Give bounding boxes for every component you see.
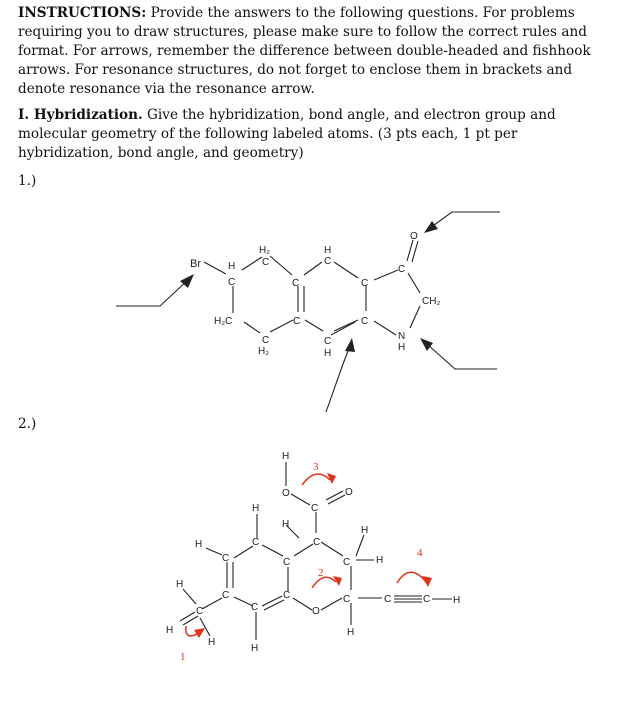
atom-h: H <box>282 451 290 462</box>
atom-c: C <box>343 557 351 568</box>
arrow-label-2: 2 <box>318 567 324 579</box>
atom-c: C <box>311 503 319 514</box>
atom-h: H <box>208 637 216 648</box>
atom-ch2: CH₂ <box>422 296 441 307</box>
atom-h: H <box>398 342 406 353</box>
atom-h: H <box>228 261 236 272</box>
atom-h2: H₂ <box>258 346 270 357</box>
atom-h: H <box>282 519 290 530</box>
atom-n: N <box>398 331 406 342</box>
curved-arrow-3 <box>302 474 330 485</box>
atom-h: H <box>453 595 461 606</box>
structure-1-atom-labels <box>190 231 440 359</box>
atom-h: H <box>176 579 184 590</box>
atom-o: O <box>312 606 320 617</box>
atom-o: O <box>410 231 418 242</box>
atom-c: C <box>293 316 301 327</box>
atom-c: C <box>423 594 431 605</box>
atom-o: O <box>345 487 353 498</box>
atom-h: H <box>376 555 384 566</box>
atom-c: C <box>384 594 392 605</box>
atom-h2c: H₂C <box>214 316 233 327</box>
atom-c: C <box>222 590 230 601</box>
atom-c: C <box>262 335 270 346</box>
atom-h2: H₂ <box>259 245 271 256</box>
atom-c: C <box>361 278 369 289</box>
arrow-label-4: 4 <box>417 547 423 559</box>
atom-h: H <box>251 643 259 654</box>
atom-br: Br <box>190 258 201 270</box>
atom-h: H <box>195 539 203 550</box>
section-hybridization-label: I. Hybridization. <box>18 107 143 123</box>
curved-arrow-2 <box>312 577 336 588</box>
atom-c: C <box>324 256 332 267</box>
arrow-label-1: 1 <box>180 651 186 663</box>
atom-c: C <box>343 594 351 605</box>
problem-2-number: 2.) <box>18 416 37 432</box>
atom-c: C <box>283 590 291 601</box>
problem-1-number: 1.) <box>18 173 37 189</box>
atom-c: C <box>292 278 300 289</box>
atom-h: H <box>252 503 260 514</box>
section-hybridization-text: Give the hybridization, bond angle, and electron group and molecular geometry of the following labeled atoms. (3 pts each, 1 pt per hybridization, bond angle, and geometry) <box>18 107 556 161</box>
atom-c: C <box>222 553 230 564</box>
atom-c: C <box>196 606 204 617</box>
atom-c: C <box>228 277 236 288</box>
atom-h: H <box>324 245 332 256</box>
atom-c: C <box>324 336 332 347</box>
atom-h: H <box>361 525 369 536</box>
atom-o: O <box>282 488 290 499</box>
structure-2-curved-arrows <box>180 461 432 663</box>
instructions-text: Provide the answers to the following questions. For problems requiring you to draw structures, please make sure to follow the correct rules and format. For arrows, remember the difference between double-headed and fishhook arrows. For resonance structures, do not forget to enclose them in brackets and denote resonance via the resonance arrow. <box>18 5 591 97</box>
atom-c: C <box>252 537 260 548</box>
atom-h: H <box>347 627 355 638</box>
atom-h: H <box>324 348 332 359</box>
atom-c: C <box>262 257 270 268</box>
atom-c: C <box>398 264 406 275</box>
atom-c: C <box>283 557 291 568</box>
instructions-label: INSTRUCTIONS: <box>18 5 147 21</box>
atom-h: H <box>166 625 174 636</box>
curved-arrow-4 <box>397 572 426 583</box>
atom-c: C <box>313 537 321 548</box>
structure-1 <box>116 212 500 412</box>
arrow-label-3: 3 <box>313 461 319 473</box>
atom-c: C <box>251 602 259 613</box>
atom-c: C <box>361 316 369 327</box>
